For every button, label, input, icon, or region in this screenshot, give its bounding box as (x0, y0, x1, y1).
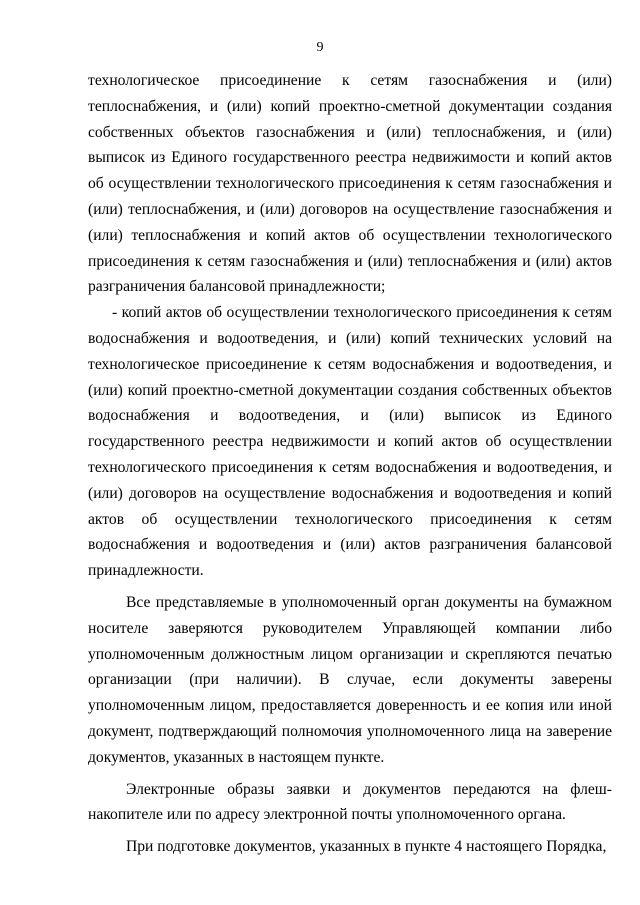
page-number: 9 (316, 40, 324, 55)
paragraph-preparation: При подготовке документов, указанных в пункте 4 настоящего Порядка, (126, 838, 607, 856)
paragraph-continuation: технологическое присоединение к сетям газоснабжения и (или) теплоснабжения, и (или) копий проектно-сметной документации создания собственных объектов газоснабжения и (или) теплоснабжения, и (или) выписок из Единого государственного реестра недвижимости и копий актов об осуществлении технологического присоединения к сетям газоснабжения и (или) теплоснабжения, и (или) договоров на осуществление газоснабжения и (или) теплоснабжения и копий актов об осуществлении технологического присоединения к сетям газоснабжения и (или) теплоснабжения и (или) актов разграничения балансовой принадлежности; (88, 72, 612, 296)
paragraph-certification: Все представляемые в уполномоченный орган документы на бумажном носителе заверяются руководителем Управляющей компании либо уполномоченным должностным лицом организации и скрепляются печатью организации (при наличии). В случае, если документы заверены уполномоченным лицом, предоставляется доверенность и ее копия или иной документ, подтверждающий полномочия уполномоченного лица на заверение документов, указанных в настоящем пункте. (88, 593, 612, 766)
paragraph-list-item: - копий актов об осуществлении технологического присоединения к сетям водоснабжения и водоотведения, и (или) копий технических условий на технологическое присоединение к сетям водоснабжения и водоотведения, и (или) копий проектно-сметной документации создания собственных объектов водоснабжения и водоотведения, и (или) выписок из Единого государственного реестра недвижимости и копий актов об осуществлении технологического присоединения к сетям водоснабжения и водоотведения, и (или) договоров на осуществление водоснабжения и водоотведения и копий актов об осуществлении технологического присоединения к сетям водоснабжения и водоотведения и (или) актов разграничения балансовой принадлежности. (88, 304, 612, 580)
document-body (88, 68, 612, 860)
paragraph-electronic-copies: Электронные образы заявки и документов передаются на флеш-накопителе или по адресу электронной почты уполномоченного органа. (88, 780, 612, 824)
